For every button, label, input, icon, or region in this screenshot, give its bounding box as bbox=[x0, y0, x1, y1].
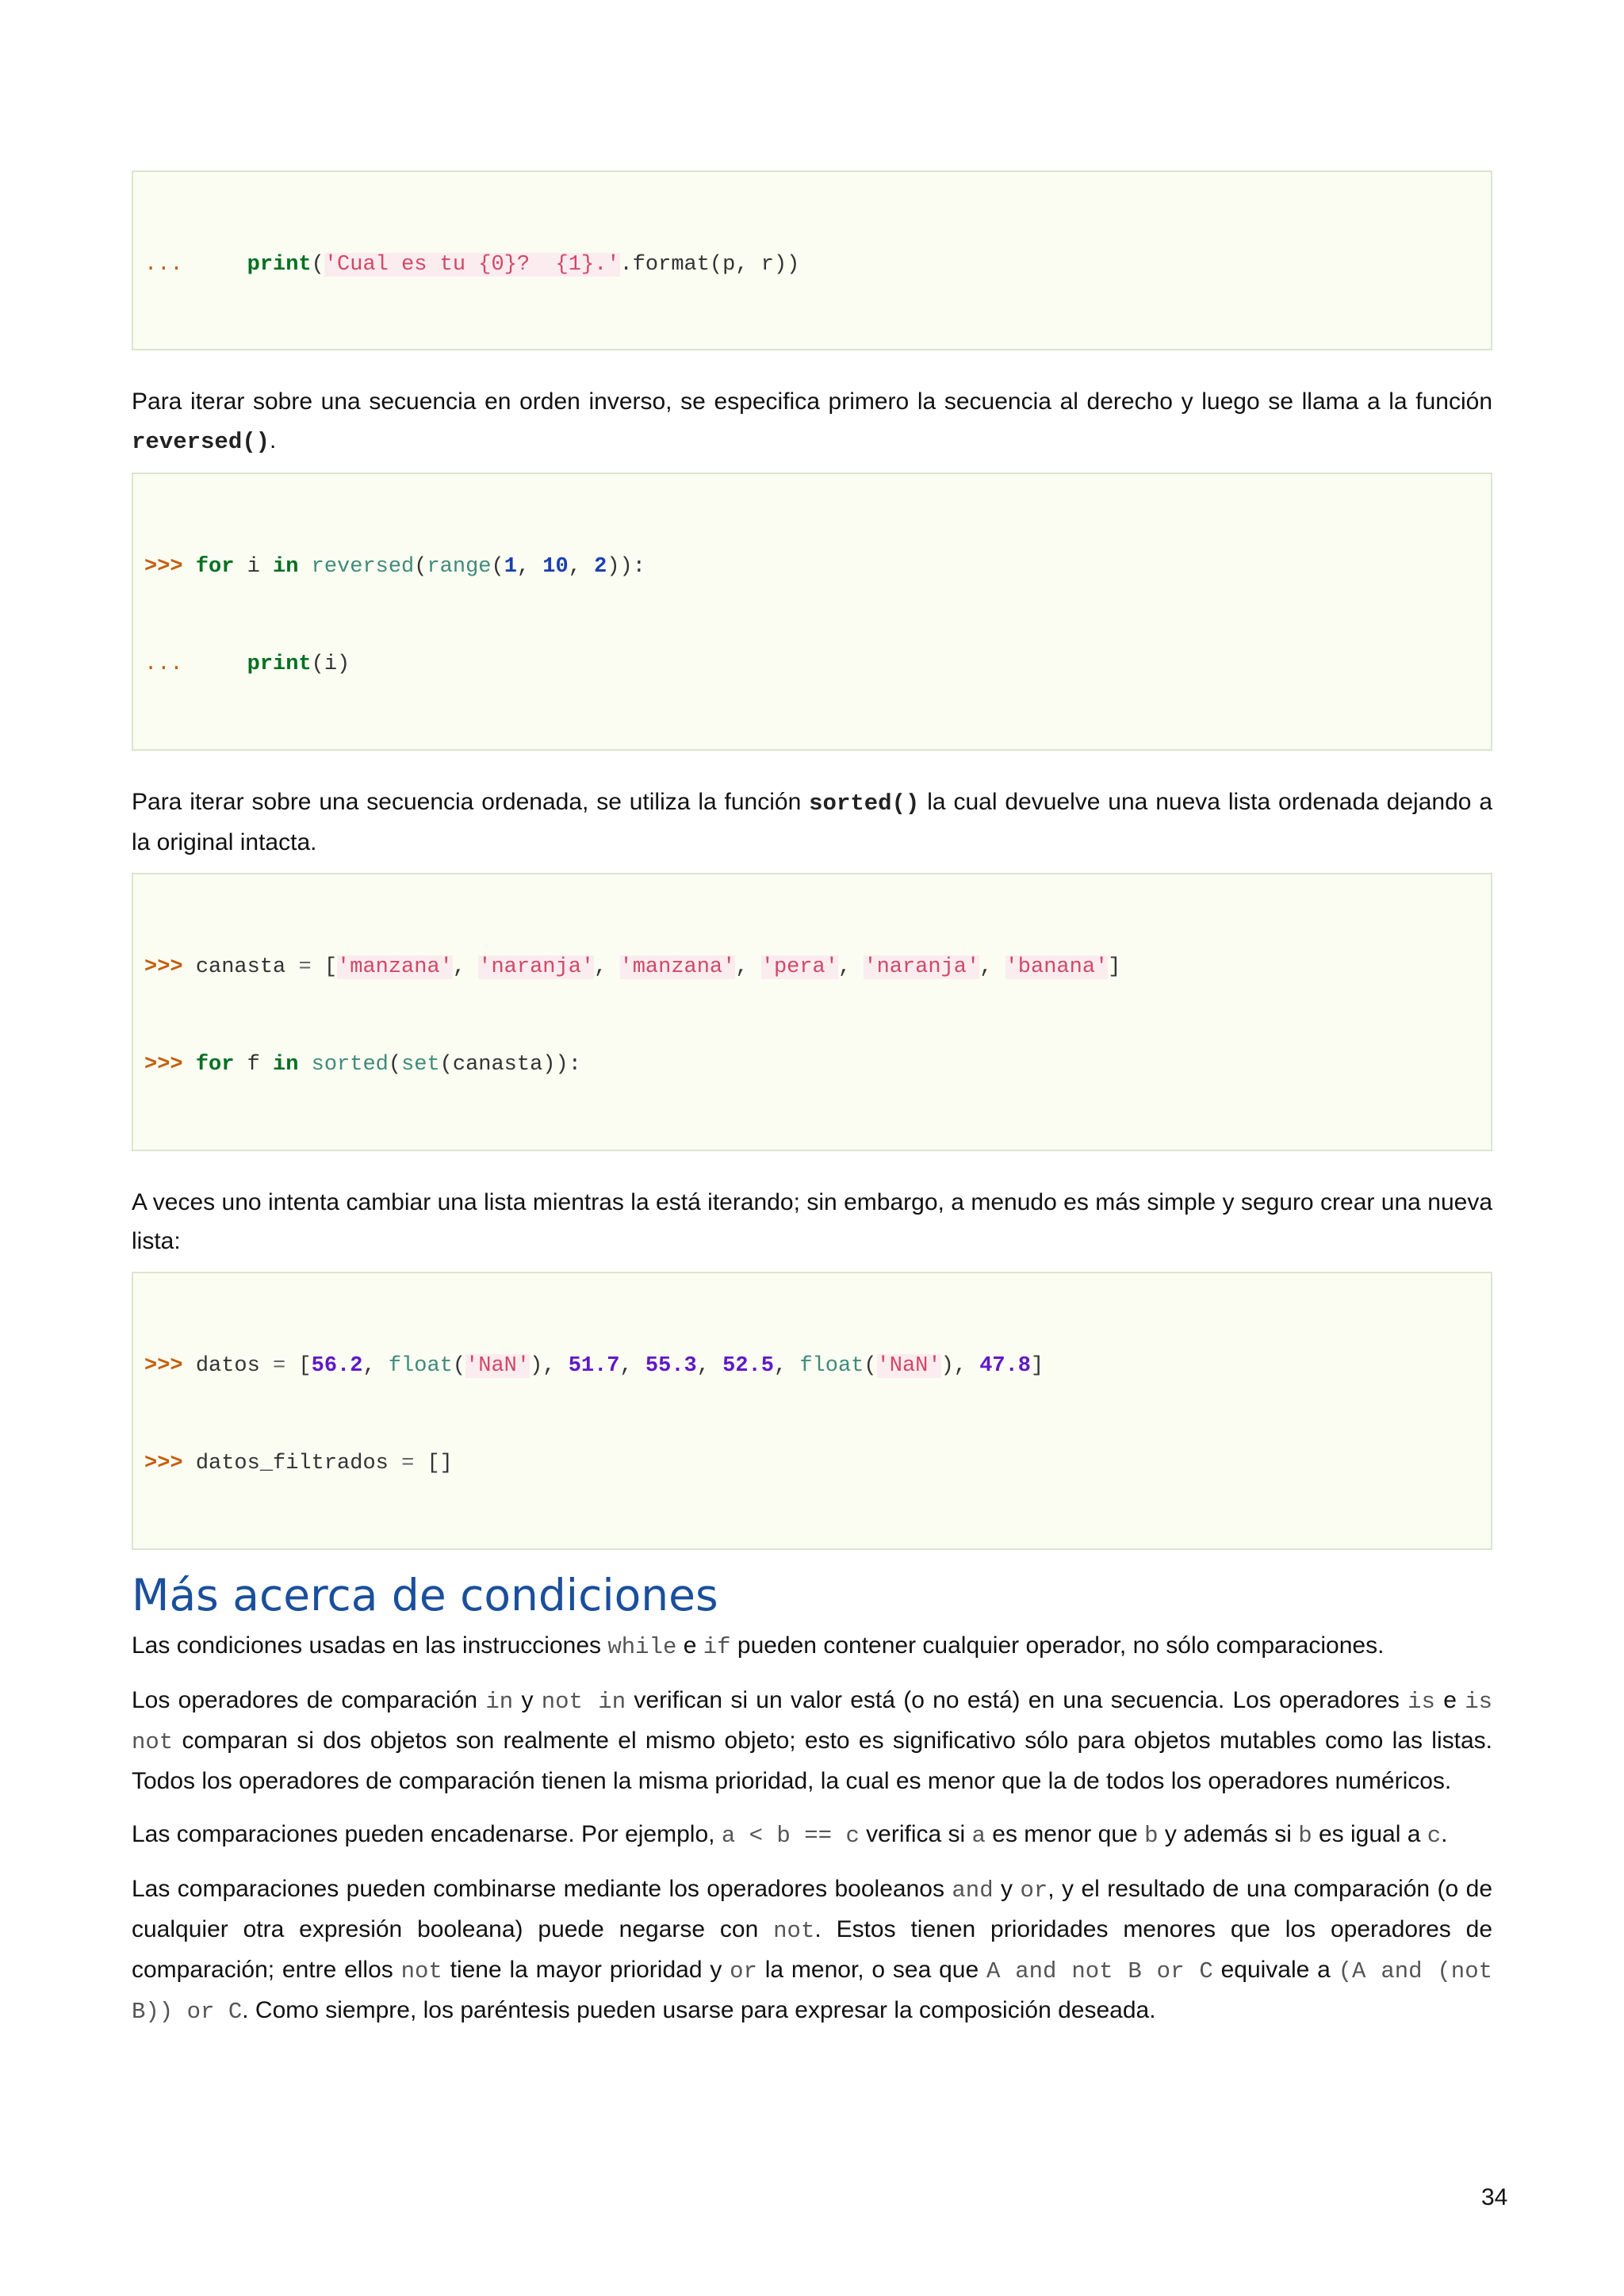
paragraph-boolean: Las comparaciones pueden combinarse mediante los operadores booleanos and y or, y el resultado de una comparación (o de cualquier otra expresión booleana) puede negarse con not. Estos tienen prioridades menores que los operadores de comparación; entre ellos not tiene la mayor prioridad y or la menor, o sea que A and not B or C equivale a (A and (not B)) or C. Como siempre, los paréntesis pueden usarse para expresar la composición deseada. bbox=[132, 1876, 1493, 2025]
inline-code: c bbox=[1427, 1823, 1442, 1849]
inline-code: not bbox=[400, 1958, 442, 1984]
paragraph-conditions: Las condiciones usadas en las instrucciones while e if pueden contener cualquier operador, no sólo comparaciones. bbox=[132, 1632, 1385, 1660]
inline-code: while bbox=[607, 1634, 677, 1660]
code-line bbox=[144, 747, 1480, 751]
code-block-reversed bbox=[132, 473, 1492, 751]
code-line: >>> for i in reversed(range(1, 10, 2)): bbox=[144, 554, 645, 579]
inline-code: reversed() bbox=[132, 429, 270, 455]
inline-code: b bbox=[1144, 1823, 1159, 1849]
code-line: >>> canasta = ['manzana', 'naranja', 'manzana', 'pera', 'naranja', 'banana'] bbox=[144, 955, 1121, 979]
inline-code: or bbox=[1020, 1877, 1048, 1904]
code-line: ... print(i) bbox=[144, 652, 350, 677]
paragraph-sorted: Para iterar sobre una secuencia ordenada, se utiliza la función sorted() la cual devuelve una nueva lista ordenada dejando a la original intacta. bbox=[132, 789, 1493, 855]
inline-code: a < b == c bbox=[721, 1823, 860, 1849]
inline-code: in bbox=[485, 1689, 514, 1715]
page-number: 34 bbox=[1481, 2184, 1508, 2210]
inline-code: not in bbox=[541, 1689, 626, 1715]
code-line: ... print('Cual es tu {0}? {1}.'.format(p, r)) bbox=[144, 252, 800, 277]
inline-code: if bbox=[703, 1634, 731, 1660]
inline-code: and bbox=[952, 1877, 994, 1904]
code-block-filter bbox=[132, 1272, 1492, 1550]
inline-code: or bbox=[730, 1958, 757, 1984]
page-content bbox=[132, 170, 1492, 2031]
paragraph-comparison-operators: Los operadores de comparación in y not in verifican si un valor está (o no está) en una secuencia. Los operadores is e is not comparan si dos objetos son realmente el mismo objeto; esto es significativo sólo para objetos mutables como las listas. Todos los operadores de comparación tienen la misma prioridad, la cual es menor que la de todos los operadores numéricos. bbox=[132, 1687, 1493, 1794]
inline-code: sorted() bbox=[809, 790, 920, 817]
paragraph-reversed: Para iterar sobre una secuencia en orden inverso, se especifica primero la secuencia al derecho y luego se llama a la función reversed(). bbox=[132, 388, 1492, 455]
inline-code: b bbox=[1298, 1823, 1312, 1849]
section-heading: Más acerca de condiciones bbox=[132, 1570, 718, 1621]
code-line: >>> datos = [56.2, float('NaN'), 51.7, 55.3, 52.5, float('NaN'), 47.8] bbox=[144, 1353, 1044, 1378]
code-line bbox=[144, 1546, 1480, 1550]
code-line: >>> datos_filtrados = [] bbox=[144, 1452, 453, 1476]
code-block-sorted bbox=[132, 873, 1492, 1151]
paragraph-chained: Las comparaciones pueden encadenarse. Por ejemplo, a < b == c verifica si a es menor que b y además si b es igual a c. bbox=[132, 1821, 1448, 1849]
code-line bbox=[144, 346, 1480, 350]
inline-code: is bbox=[1408, 1689, 1435, 1715]
inline-code: is not bbox=[132, 1689, 1493, 1755]
code-line: >>> for f in sorted(set(canasta)): bbox=[144, 1053, 581, 1077]
inline-code: (A and (not B)) or C bbox=[132, 1958, 1493, 2025]
paragraph-new-list: A veces uno intenta cambiar una lista mientras la está iterando; sin embargo, a menudo es más simple y seguro crear una nueva lista: bbox=[132, 1189, 1492, 1254]
inline-code: not bbox=[773, 1918, 815, 1944]
code-block-format-output bbox=[132, 170, 1492, 350]
code-line bbox=[144, 1147, 1480, 1151]
inline-code: a bbox=[971, 1823, 986, 1849]
inline-code: A and not B or C bbox=[986, 1958, 1213, 1984]
